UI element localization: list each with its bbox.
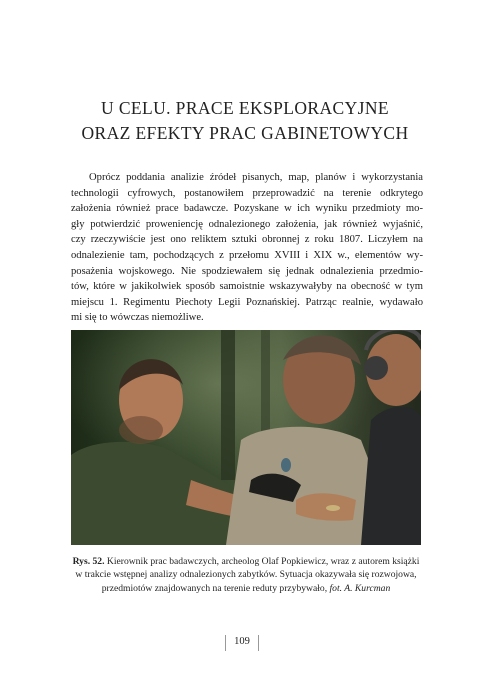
- body-line: gły potwierdzić proweniencję odnalezionego założenia, jak również wyjaśnić,: [71, 218, 423, 230]
- body-line: tów, które w jakikolwiek sposób samoistnie wskazywałyby na obecność w tym: [71, 281, 423, 293]
- caption-text-1: Kierownik prac badawczych, archeolog Olaf Popkiewicz, wraz z autorem książki: [104, 556, 420, 567]
- body-line: mi się to wówczas niemożliwe.: [71, 312, 204, 324]
- body-line: odnalezienie tam, pochodzących z przełomu XVIII i XIX w., elementów wy-: [71, 249, 423, 261]
- figure-photo: [71, 330, 421, 545]
- caption-line-1: [66, 555, 426, 568]
- caption-text-3: przedmiotów znajdowanych na terenie reduty przybywało,: [101, 582, 330, 594]
- page-number: 109: [234, 636, 250, 647]
- body-line: posażenia wojskowego. Nie spodziewałem się jednak odnalezienia przedmio-: [71, 265, 423, 277]
- caption-line-3: [66, 582, 426, 595]
- figure-label: Rys. 52.: [72, 556, 105, 567]
- photo-credit: fot. A. Kurcman: [329, 582, 391, 594]
- body-line: czy rzeczywiście jest ono reliktem sztuki obronnej z roku 1807. Liczyłem na: [71, 234, 423, 246]
- body-paragraph: [71, 170, 423, 326]
- body-line: miejscu 1. Regimentu Piechoty Legii Poznańskiej. Patrząc realnie, wydawało: [71, 296, 423, 308]
- page-footer: [0, 633, 480, 653]
- body-line: Oprócz poddania analizie źródeł pisanych, map, planów i wykorzystania: [89, 172, 423, 183]
- chapter-title-line-1: U CELU. PRACE EKSPLORACYJNE: [101, 98, 389, 118]
- chapter-title: [60, 96, 430, 146]
- body-line: technologii cyfrowych, postanowiłem przeprowadzić na terenie odkrytego: [71, 187, 423, 199]
- caption-line-2: w trakcie wstępnej analizy odnalezionych zabytków. Sytuacja okazywała się rozwojowa,: [75, 569, 417, 581]
- folio-rule-right: [258, 635, 259, 651]
- figure-caption: [66, 555, 426, 595]
- chapter-title-line-2: ORAZ EFEKTY PRAC GABINETOWYCH: [81, 123, 409, 143]
- body-line: założenia również prace badawcze. Pozyskane w ich wyniku przedmioty mo-: [71, 203, 423, 215]
